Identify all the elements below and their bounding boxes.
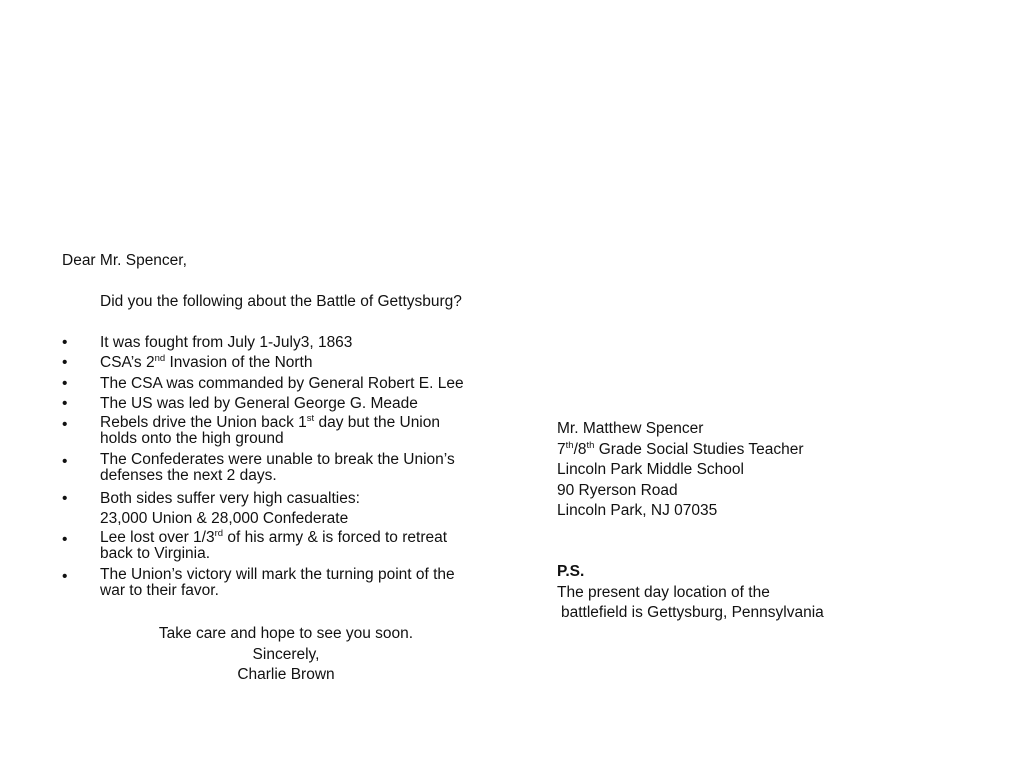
signoff: Sincerely, — [252, 645, 320, 663]
recipient-city: Lincoln Park, NJ 07035 — [557, 502, 718, 519]
bullet-icon: • — [62, 489, 68, 507]
signature: Charlie Brown — [237, 666, 335, 683]
bullet-icon: • — [62, 452, 68, 470]
ps-line-1: The present day location of the — [557, 583, 770, 601]
list-item: • Rebels drive the Union back 1st day but the Union holds onto the high ground — [62, 412, 440, 447]
bullet-icon: • — [62, 415, 68, 433]
postscript — [557, 562, 977, 624]
bullet-icon: • — [62, 530, 68, 548]
list-item: • Both sides suffer very high casualties: — [62, 489, 522, 510]
facts-list — [62, 333, 522, 510]
ps-line-2: battlefield is Gettysburg, Pennsylvania — [561, 604, 824, 621]
letter-closing — [62, 624, 522, 686]
bullet-icon: • — [62, 374, 68, 392]
bullet-icon: • — [62, 354, 68, 371]
list-item: • The US was led by General George G. Meade — [62, 394, 522, 415]
list-item: • It was fought from July 1-July3, 1863 — [62, 333, 522, 354]
recipient-title: 7th/8th Grade Social Studies Teacher — [557, 439, 804, 458]
bullet-icon: • — [62, 333, 68, 351]
list-item: • CSA’s 2nd Invasion of the North — [62, 353, 522, 374]
list-item: • The Confederates were unable to break the Union’s defenses the next 2 days. — [62, 450, 455, 484]
intro-line: Did you the following about the Battle of Gettysburg? — [100, 292, 462, 310]
list-item: • Lee lost over 1/3rd of his army & is forced to retreat back to Virginia. — [62, 527, 448, 562]
bullet-icon: • — [62, 395, 68, 412]
recipient-name: Mr. Matthew Spencer — [557, 420, 704, 437]
bullet-icon: • — [62, 567, 68, 585]
casualties-detail: 23,000 Union & 28,000 Confederate — [100, 510, 349, 527]
list-item: • The Union’s victory will mark the turning point of the war to their favor. — [62, 565, 455, 599]
list-item: • The CSA was commanded by General Robert E. Lee — [62, 374, 522, 395]
recipient-school: Lincoln Park Middle School — [557, 461, 744, 478]
recipient-address — [557, 419, 977, 522]
facts-list-continued — [62, 527, 522, 604]
ps-label: P.S. — [557, 563, 585, 580]
salutation: Dear Mr. Spencer, — [62, 252, 187, 269]
closing-line: Take care and hope to see you soon. — [158, 625, 414, 642]
letter-body — [62, 251, 522, 686]
recipient-street: 90 Ryerson Road — [557, 481, 678, 499]
